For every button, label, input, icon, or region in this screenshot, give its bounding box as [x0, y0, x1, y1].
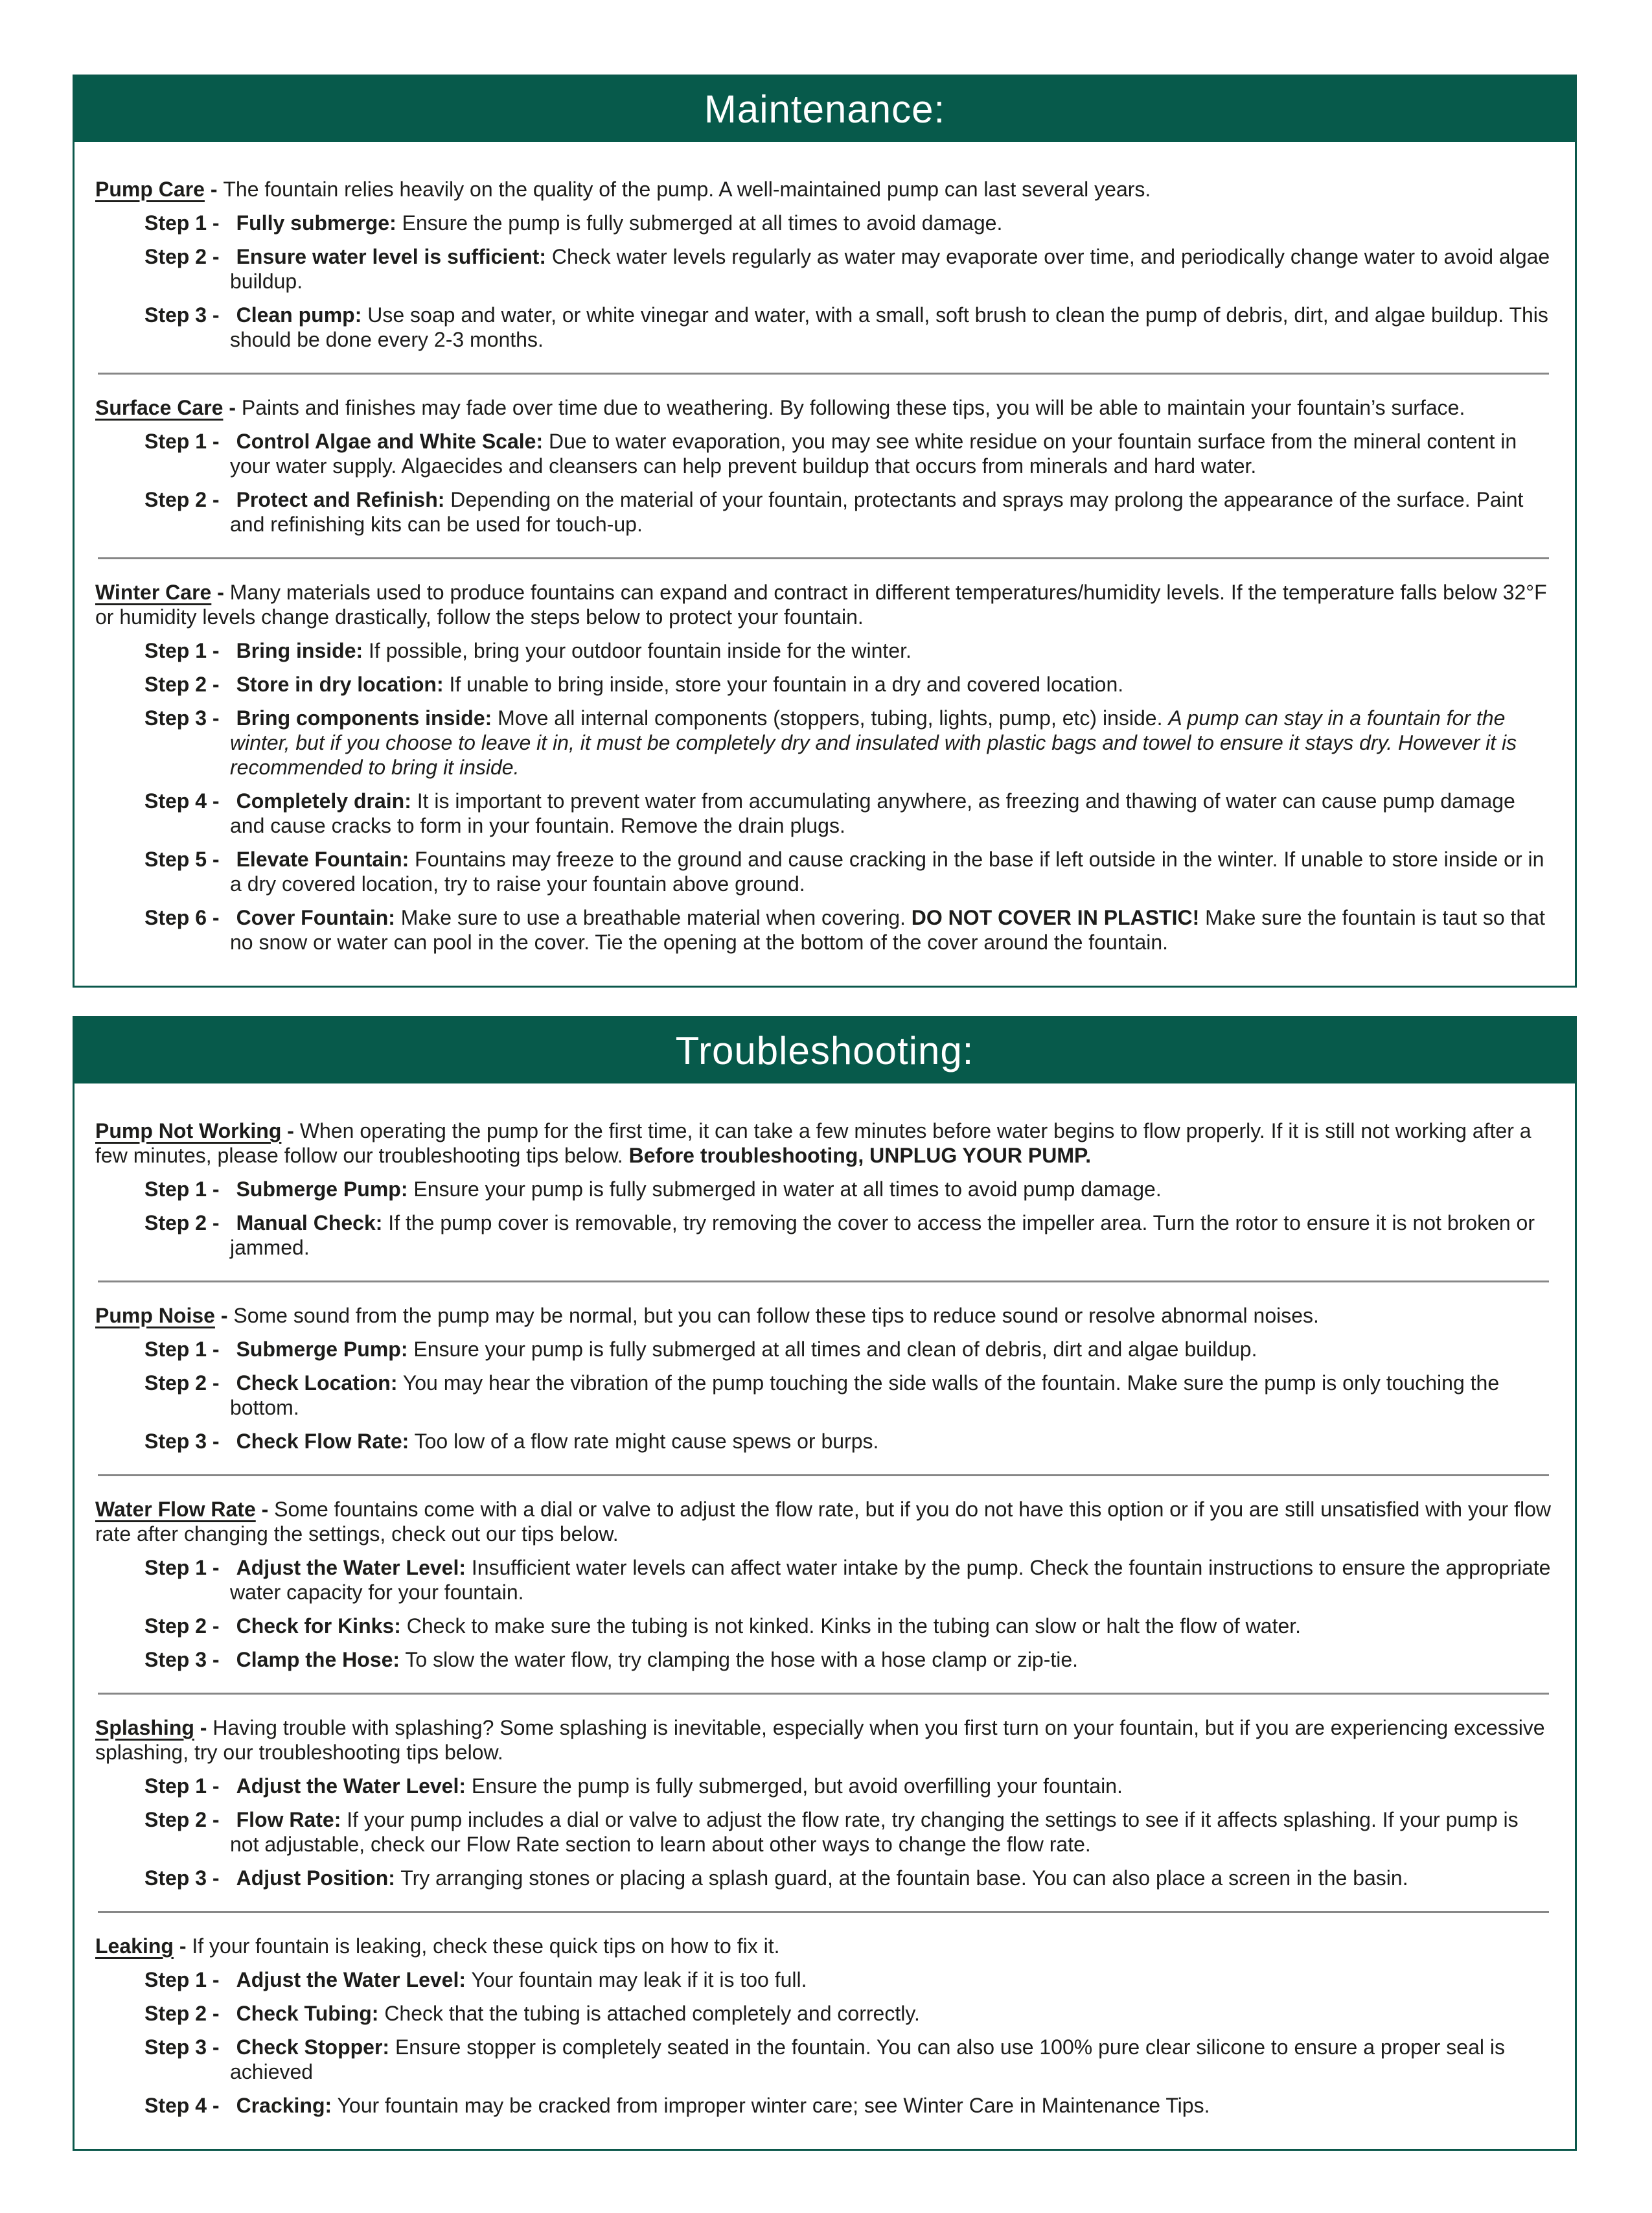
text-segment: Submerge Pump:	[236, 1177, 408, 1201]
step-label: Step 1 -	[144, 211, 220, 235]
step-label: Step 1 -	[144, 639, 220, 662]
care-group-pump-noise	[95, 1303, 1552, 1454]
text-segment: Flow Rate:	[236, 1808, 341, 1831]
step-item-splashing-3	[144, 1866, 1552, 1890]
text-segment: Control Algae and White Scale:	[236, 430, 544, 453]
text-segment: Due to water evaporation, you may see white residue on your fountain surface from the mineral content in your water supply. Algaecides and cleansers can help prevent buildup that occurs from minerals and hard water.	[230, 430, 1517, 478]
step-item-winter-care-5	[144, 847, 1552, 896]
text-segment: Clamp the Hose:	[236, 1648, 400, 1671]
text-segment: Many materials used to produce fountains can expand and contract in different temperatures/humidity levels. If the temperature falls below 32°F or humidity levels change drastically, follow the steps below to protect your fountain.	[95, 581, 1547, 629]
text-segment: Cracking:	[236, 2094, 332, 2117]
text-segment: Use soap and water, or white vinegar and water, with a small, soft brush to clean the pump of debris, dirt, and algae buildup. This should be done every 2-3 months.	[230, 303, 1548, 351]
text-segment: Make sure the fountain is taut so that no snow or water can pool in the cover. Tie the opening at the bottom of the cover around the fountain.	[230, 906, 1545, 954]
step-label: Step 2 -	[144, 1808, 220, 1831]
group-heading-pump-noise: Pump Noise	[95, 1304, 215, 1327]
group-heading-pump-care: Pump Care	[95, 178, 205, 201]
troubleshooting-title: Troubleshooting:	[675, 1029, 974, 1072]
heading-dash: -	[281, 1119, 300, 1142]
text-segment: If possible, bring your outdoor fountain inside for the winter.	[363, 639, 912, 662]
step-label: Step 2 -	[144, 1614, 220, 1638]
text-segment: Paints and finishes may fade over time due to weathering. By following these tips, you will be able to maintain your fountain’s surface.	[241, 396, 1465, 419]
step-item-pump-not-working-1	[144, 1177, 1552, 1201]
step-label: Step 3 -	[144, 303, 220, 327]
step-label: Step 1 -	[144, 430, 220, 453]
step-item-leaking-2	[144, 2001, 1552, 2026]
step-item-leaking-1	[144, 1967, 1552, 1992]
heading-dash: -	[255, 1498, 275, 1521]
step-item-winter-care-6	[144, 905, 1552, 955]
step-label: Step 3 -	[144, 1648, 220, 1671]
step-item-winter-care-2	[144, 672, 1552, 697]
step-item-pump-noise-2	[144, 1371, 1552, 1420]
step-item-winter-care-4	[144, 789, 1552, 838]
text-segment: Fountains may freeze to the ground and cause cracking in the base if left outside in the winter. If unable to store inside or in a dry covered location, try to raise your fountain above ground.	[230, 848, 1544, 896]
text-segment: Your fountain may be cracked from improper winter care; see Winter Care in Maintenance Tips.	[332, 2094, 1210, 2117]
text-segment: If your fountain is leaking, check these quick tips on how to fix it.	[192, 1934, 780, 1958]
maintenance-title: Maintenance:	[704, 87, 946, 131]
step-item-water-flow-rate-3	[144, 1647, 1552, 1672]
text-segment: DO NOT COVER IN PLASTIC!	[911, 906, 1200, 929]
group-divider	[98, 1693, 1549, 1695]
step-item-winter-care-3	[144, 706, 1552, 780]
step-item-surface-care-1	[144, 429, 1552, 478]
step-label: Step 1 -	[144, 1774, 220, 1798]
text-segment: Submerge Pump:	[236, 1338, 408, 1361]
text-segment: Check Tubing:	[236, 2002, 379, 2025]
step-item-leaking-3	[144, 2035, 1552, 2084]
step-label: Step 3 -	[144, 1430, 220, 1453]
step-item-water-flow-rate-2	[144, 1614, 1552, 1638]
text-segment: Bring components inside:	[236, 706, 492, 730]
text-segment: Fully submerge:	[236, 211, 396, 235]
section-maintenance	[73, 75, 1577, 988]
step-label: Step 4 -	[144, 2094, 220, 2117]
care-guide-document	[0, 75, 1652, 2151]
step-item-splashing-2	[144, 1807, 1552, 1857]
step-item-winter-care-1	[144, 638, 1552, 663]
step-label: Step 3 -	[144, 706, 220, 730]
care-group-splashing	[95, 1715, 1552, 1890]
text-segment: Cover Fountain:	[236, 906, 395, 929]
step-label: Step 1 -	[144, 1968, 220, 1991]
document-page	[0, 75, 1652, 2213]
group-intro-winter-care	[95, 580, 1552, 629]
step-label: Step 2 -	[144, 488, 220, 511]
step-item-leaking-4	[144, 2093, 1552, 2118]
text-segment: Adjust Position:	[236, 1866, 395, 1890]
group-divider	[98, 1474, 1549, 1476]
text-segment: Check Location:	[236, 1371, 398, 1395]
text-segment: Bring inside:	[236, 639, 363, 662]
text-segment: Some sound from the pump may be normal, but you can follow these tips to reduce sound or resolve abnormal noises.	[233, 1304, 1319, 1327]
group-divider	[98, 557, 1549, 559]
text-segment: Check for Kinks:	[236, 1614, 401, 1638]
text-segment: Store in dry location:	[236, 673, 444, 696]
text-segment: Try arranging stones or placing a splash guard, at the fountain base. You can also place a screen in the basin.	[395, 1866, 1408, 1890]
group-heading-winter-care: Winter Care	[95, 581, 212, 604]
text-segment: Before troubleshooting, UNPLUG YOUR PUMP.	[628, 1144, 1092, 1167]
group-heading-water-flow-rate: Water Flow Rate	[95, 1498, 256, 1521]
heading-dash: -	[214, 1304, 234, 1327]
text-segment: You may hear the vibration of the pump touching the side walls of the fountain. Make sure the pump is only touching the bottom.	[230, 1371, 1500, 1419]
text-segment: Your fountain may leak if it is too full.	[466, 1968, 807, 1991]
maintenance-header-bar	[75, 76, 1575, 142]
text-segment: The fountain relies heavily on the quality of the pump. A well-maintained pump can last several years.	[223, 178, 1151, 201]
maintenance-body	[75, 142, 1575, 986]
text-segment: Ensure the pump is fully submerged at all times to avoid damage.	[396, 211, 1003, 235]
text-segment: Check water levels regularly as water may evaporate over time, and periodically change water to avoid algae buildup.	[230, 245, 1550, 293]
step-label: Step 2 -	[144, 673, 220, 696]
step-label: Step 4 -	[144, 789, 220, 813]
step-label: Step 2 -	[144, 245, 220, 268]
text-segment: Elevate Fountain:	[236, 848, 409, 871]
section-troubleshooting	[73, 1016, 1577, 2151]
group-heading-splashing: Splashing	[95, 1716, 194, 1739]
text-segment: Ensure the pump is fully submerged, but avoid overfilling your fountain.	[466, 1774, 1123, 1798]
heading-dash: -	[194, 1716, 213, 1739]
step-item-pump-noise-1	[144, 1337, 1552, 1361]
step-label: Step 1 -	[144, 1177, 220, 1201]
text-segment: Check that the tubing is attached completely and correctly.	[378, 2002, 920, 2025]
step-label: Step 5 -	[144, 848, 220, 871]
group-intro-pump-noise	[95, 1303, 1552, 1328]
text-segment: Insufficient water levels can affect water intake by the pump. Check the fountain instructions to ensure the appropriate water capacity for your fountain.	[230, 1556, 1551, 1604]
step-label: Step 3 -	[144, 2035, 220, 2059]
group-divider	[98, 373, 1549, 375]
group-heading-surface-care: Surface Care	[95, 396, 224, 419]
text-segment: To slow the water flow, try clamping the hose with a hose clamp or zip-tie.	[400, 1648, 1079, 1671]
text-segment: If your pump includes a dial or valve to adjust the flow rate, try changing the settings to see if it affects splashing. If your pump is not adjustable, check our Flow Rate section to learn about other ways to change the flow rate.	[230, 1808, 1519, 1856]
group-intro-leaking	[95, 1934, 1552, 1958]
group-intro-water-flow-rate	[95, 1497, 1552, 1546]
heading-dash: -	[211, 581, 230, 604]
step-label: Step 3 -	[144, 1866, 220, 1890]
text-segment: Some fountains come with a dial or valve to adjust the flow rate, but if you do not have this option or if you are still unsatisfied with your flow rate after changing the settings, check out our tips below.	[95, 1498, 1551, 1546]
text-segment: Clean pump:	[236, 303, 362, 327]
step-label: Step 2 -	[144, 2002, 220, 2025]
step-item-pump-care-1	[144, 211, 1552, 235]
step-item-splashing-1	[144, 1774, 1552, 1798]
group-intro-splashing	[95, 1715, 1552, 1765]
step-label: Step 1 -	[144, 1556, 220, 1579]
step-label: Step 2 -	[144, 1211, 220, 1234]
text-segment: Check Stopper:	[236, 2035, 390, 2059]
text-segment: Manual Check:	[236, 1211, 383, 1234]
group-intro-pump-care	[95, 177, 1552, 202]
text-segment: Check to make sure the tubing is not kinked. Kinks in the tubing can slow or halt the flow of water.	[400, 1614, 1302, 1638]
heading-dash: -	[204, 178, 224, 201]
heading-dash: -	[223, 396, 242, 419]
text-segment: If unable to bring inside, store your fountain in a dry and covered location.	[443, 673, 1124, 696]
text-segment: Move all internal components (stoppers, tubing, lights, pump, etc) inside.	[492, 706, 1169, 730]
care-group-pump-not-working	[95, 1118, 1552, 1260]
step-item-pump-not-working-2	[144, 1211, 1552, 1260]
heading-dash: -	[173, 1934, 192, 1958]
step-item-pump-care-2	[144, 244, 1552, 294]
step-label: Step 1 -	[144, 1338, 220, 1361]
text-segment: Having trouble with splashing? Some splashing is inevitable, especially when you first turn on your fountain, but if you are experiencing excessive splashing, try our troubleshooting tips below.	[95, 1716, 1545, 1764]
text-segment: Completely drain:	[236, 789, 411, 813]
group-divider	[98, 1911, 1549, 1913]
group-heading-leaking: Leaking	[95, 1934, 174, 1958]
step-item-surface-care-2	[144, 487, 1552, 537]
text-segment: Ensure your pump is fully submerged at all times and clean of debris, dirt and algae buildup.	[407, 1338, 1257, 1361]
text-segment: Too low of a flow rate might cause spews or burps.	[409, 1430, 879, 1453]
text-segment: When operating the pump for the first time, it can take a few minutes before water begins to flow properly. If it is still not working after a few minutes, please follow our troubleshooting tips below.	[95, 1119, 1532, 1167]
troubleshooting-header-bar	[75, 1018, 1575, 1083]
text-segment: Make sure to use a breathable material when covering.	[395, 906, 912, 929]
text-segment: Adjust the Water Level:	[236, 1556, 466, 1579]
care-group-winter-care	[95, 580, 1552, 955]
care-group-surface-care	[95, 395, 1552, 537]
text-segment: Adjust the Water Level:	[236, 1968, 466, 1991]
group-intro-surface-care	[95, 395, 1552, 420]
text-segment: If the pump cover is removable, try removing the cover to access the impeller area. Turn the rotor to ensure it is not broken or jammed.	[230, 1211, 1535, 1259]
care-group-water-flow-rate	[95, 1497, 1552, 1672]
troubleshooting-body	[75, 1083, 1575, 2149]
step-item-water-flow-rate-1	[144, 1555, 1552, 1605]
text-segment: Ensure water level is sufficient:	[236, 245, 546, 268]
group-intro-pump-not-working	[95, 1118, 1552, 1168]
step-item-pump-care-3	[144, 303, 1552, 352]
care-group-pump-care	[95, 177, 1552, 352]
text-segment: Adjust the Water Level:	[236, 1774, 466, 1798]
text-segment: Protect and Refinish:	[236, 488, 445, 511]
group-heading-pump-not-working: Pump Not Working	[95, 1119, 282, 1142]
group-divider	[98, 1280, 1549, 1282]
care-group-leaking	[95, 1934, 1552, 2118]
text-segment: Ensure stopper is completely seated in the fountain. You can also use 100% pure clear silicone to ensure a proper seal is achieved	[230, 2035, 1505, 2083]
step-label: Step 6 -	[144, 906, 220, 929]
text-segment: Depending on the material of your fountain, protectants and sprays may prolong the appearance of the surface. Paint and refinishing kits can be used for touch-up.	[230, 488, 1524, 536]
text-segment: A pump can stay in a fountain for the winter, but if you choose to leave it in, it must be completely dry and insulated with plastic bags and towel to ensure it stays dry. However it is recommended to bring it inside.	[230, 706, 1517, 779]
step-label: Step 2 -	[144, 1371, 220, 1395]
text-segment: It is important to prevent water from accumulating anywhere, as freezing and thawing of water can cause pump damage and cause cracks to form in your fountain. Remove the drain plugs.	[230, 789, 1515, 837]
text-segment: Ensure your pump is fully submerged in water at all times to avoid pump damage.	[407, 1177, 1162, 1201]
step-item-pump-noise-3	[144, 1429, 1552, 1454]
text-segment: Check Flow Rate:	[236, 1430, 409, 1453]
